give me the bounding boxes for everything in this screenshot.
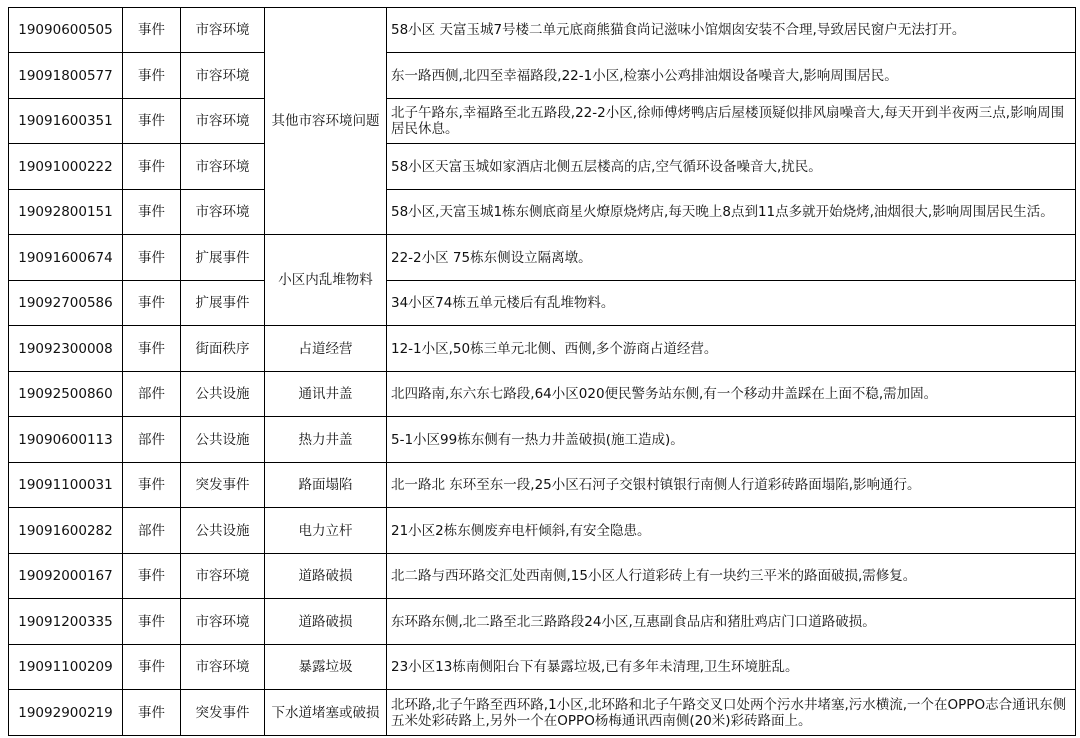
case-category: 市容环境 xyxy=(181,190,265,235)
table-row xyxy=(9,508,1076,554)
case-type: 事件 xyxy=(123,690,181,736)
table-row xyxy=(9,190,1076,235)
case-description: 5-1小区99栋东侧有一热力井盖破损(施工造成)。 xyxy=(387,417,1076,463)
case-category: 扩展事件 xyxy=(181,235,265,281)
case-subcategory: 道路破损 xyxy=(265,554,387,599)
case-id: 19092700586 xyxy=(9,281,123,326)
case-description: 北四路南,东六东七路段,64小区020便民警务站东侧,有一个移动井盖踩在上面不稳,需加固。 xyxy=(387,372,1076,417)
case-subcategory: 占道经营 xyxy=(265,326,387,372)
case-type: 事件 xyxy=(123,144,181,190)
case-type: 事件 xyxy=(123,645,181,690)
case-id: 19092900219 xyxy=(9,690,123,736)
case-category: 市容环境 xyxy=(181,53,265,99)
case-id: 19092500860 xyxy=(9,372,123,417)
table-row xyxy=(9,599,1076,645)
case-category: 公共设施 xyxy=(181,508,265,554)
case-description: 北一路北 东环至东一段,25小区石河子交银村镇银行南侧人行道彩砖路面塌陷,影响通行。 xyxy=(387,463,1076,508)
case-id: 19091600282 xyxy=(9,508,123,554)
case-category: 市容环境 xyxy=(181,554,265,599)
case-id: 19090600113 xyxy=(9,417,123,463)
case-subcategory: 热力井盖 xyxy=(265,417,387,463)
case-type: 部件 xyxy=(123,508,181,554)
case-type: 事件 xyxy=(123,235,181,281)
case-category: 扩展事件 xyxy=(181,281,265,326)
case-description: 21小区2栋东侧废弃电杆倾斜,有安全隐患。 xyxy=(387,508,1076,554)
case-id: 19091800577 xyxy=(9,53,123,99)
table-row xyxy=(9,281,1076,326)
case-category: 街面秩序 xyxy=(181,326,265,372)
case-category: 市容环境 xyxy=(181,8,265,53)
case-category: 突发事件 xyxy=(181,463,265,508)
case-subcategory: 通讯井盖 xyxy=(265,372,387,417)
table-row xyxy=(9,645,1076,690)
case-id: 19091600674 xyxy=(9,235,123,281)
case-category: 市容环境 xyxy=(181,99,265,144)
case-category: 公共设施 xyxy=(181,372,265,417)
case-id: 19090600505 xyxy=(9,8,123,53)
case-description: 58小区 天富玉城7号楼二单元底商熊猫食尚记滋味小馆烟囱安装不合理,导致居民窗户无法打开。 xyxy=(387,8,1076,53)
table-row xyxy=(9,554,1076,599)
case-type: 事件 xyxy=(123,326,181,372)
case-id: 19092800151 xyxy=(9,190,123,235)
case-id: 19092300008 xyxy=(9,326,123,372)
case-description: 北二路与西环路交汇处西南侧,15小区人行道彩砖上有一块约三平米的路面破损,需修复。 xyxy=(387,554,1076,599)
case-description: 北环路,北子午路至西环路,1小区,北环路和北子午路交叉口处两个污水井堵塞,污水横流,一个在OPPO志合通讯东侧五米处彩砖路上,另外一个在OPPO杨梅通讯西南侧(20米)彩砖路面上。 xyxy=(387,690,1076,736)
case-description: 22-2小区 75栋东侧设立隔离墩。 xyxy=(387,235,1076,281)
case-category: 突发事件 xyxy=(181,690,265,736)
case-type: 事件 xyxy=(123,463,181,508)
case-type: 部件 xyxy=(123,417,181,463)
case-subcategory: 暴露垃圾 xyxy=(265,645,387,690)
case-category: 市容环境 xyxy=(181,599,265,645)
case-type: 事件 xyxy=(123,554,181,599)
case-description: 东环路东侧,北二路至北三路路段24小区,互惠副食品店和猪肚鸡店门口道路破损。 xyxy=(387,599,1076,645)
case-type: 事件 xyxy=(123,281,181,326)
case-category: 公共设施 xyxy=(181,417,265,463)
case-type: 事件 xyxy=(123,8,181,53)
case-id: 19091600351 xyxy=(9,99,123,144)
case-type: 事件 xyxy=(123,190,181,235)
case-type: 部件 xyxy=(123,372,181,417)
case-id: 19091100031 xyxy=(9,463,123,508)
table-row xyxy=(9,144,1076,190)
case-description: 东一路西侧,北四至幸福路段,22-1小区,检寨小公鸡排油烟设备噪音大,影响周围居民。 xyxy=(387,53,1076,99)
case-id: 19091100209 xyxy=(9,645,123,690)
case-subcategory: 电力立杆 xyxy=(265,508,387,554)
case-id: 19091000222 xyxy=(9,144,123,190)
case-subcategory: 小区内乱堆物料 xyxy=(265,235,387,326)
case-id: 19091200335 xyxy=(9,599,123,645)
case-category: 市容环境 xyxy=(181,645,265,690)
table-row xyxy=(9,372,1076,417)
case-subcategory: 路面塌陷 xyxy=(265,463,387,508)
case-description: 北子午路东,幸福路至北五路段,22-2小区,徐师傅烤鸭店后屋楼顶疑似排风扇噪音大,每天开到半夜两三点,影响周围居民休息。 xyxy=(387,99,1076,144)
case-id: 19092000167 xyxy=(9,554,123,599)
events-table xyxy=(8,7,1076,736)
table-row xyxy=(9,690,1076,736)
case-description: 12-1小区,50栋三单元北侧、西侧,多个游商占道经营。 xyxy=(387,326,1076,372)
case-subcategory: 其他市容环境问题 xyxy=(265,8,387,235)
case-type: 事件 xyxy=(123,53,181,99)
case-description: 58小区天富玉城如家酒店北侧五层楼高的店,空气循环设备噪音大,扰民。 xyxy=(387,144,1076,190)
table-row xyxy=(9,463,1076,508)
table-row xyxy=(9,235,1076,281)
case-subcategory: 下水道堵塞或破损 xyxy=(265,690,387,736)
table-row xyxy=(9,53,1076,99)
case-type: 事件 xyxy=(123,599,181,645)
case-type: 事件 xyxy=(123,99,181,144)
case-subcategory: 道路破损 xyxy=(265,599,387,645)
case-description: 23小区13栋南侧阳台下有暴露垃圾,已有多年未清理,卫生环境脏乱。 xyxy=(387,645,1076,690)
table-row xyxy=(9,8,1076,53)
table-row xyxy=(9,99,1076,144)
table-row xyxy=(9,417,1076,463)
case-category: 市容环境 xyxy=(181,144,265,190)
case-description: 58小区,天富玉城1栋东侧底商星火燎原烧烤店,每天晚上8点到11点多就开始烧烤,油烟很大,影响周围居民生活。 xyxy=(387,190,1076,235)
table-row xyxy=(9,326,1076,372)
case-description: 34小区74栋五单元楼后有乱堆物料。 xyxy=(387,281,1076,326)
